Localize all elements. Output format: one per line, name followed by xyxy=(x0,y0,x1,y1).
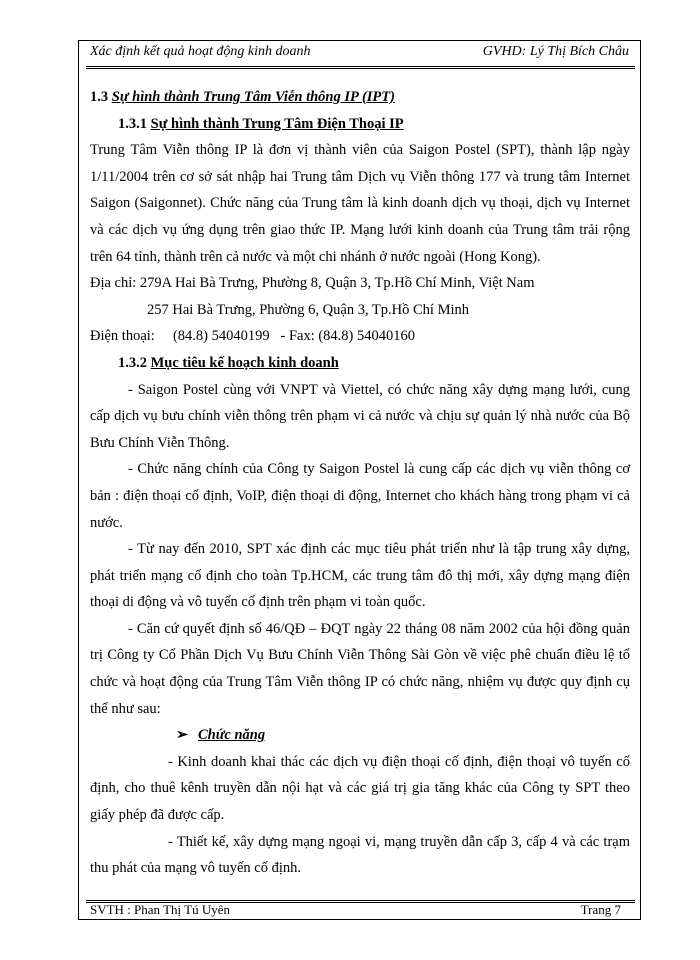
subsection-title-2: Mục tiêu kế hoạch kinh doanh xyxy=(150,354,339,371)
subsection-number-2: 1.3.2 xyxy=(118,354,147,371)
function-heading-title: Chức năng xyxy=(198,727,266,744)
address-line-2: 257 Hai Bà Trưng, Phường 6, Quận 3, Tp.Hồ Chí Minh xyxy=(147,301,470,318)
header-advisor: GVHD: Lý Thị Bích Châu xyxy=(482,44,629,59)
subsection-heading-2 xyxy=(90,350,630,377)
paragraph: - Chức năng chính của Công ty Saigon Postel là cung cấp các dịch vụ viễn thông cơ bản : điện thoại cố định, VoIP, điện thoại di động, Internet cho khách hàng trong phạm vi cả nước. xyxy=(90,461,630,531)
section-title: Sự hình thành Trung Tâm Viễn thông IP (IPT) xyxy=(111,89,395,105)
address-line-1: Địa chỉ: 279A Hai Bà Trưng, Phường 8, Quận 3, Tp.Hồ Chí Minh, Việt Nam xyxy=(90,275,535,292)
header-title: Xác định kết quả hoạt động kinh doanh xyxy=(90,44,311,59)
arrow-bullet-icon: ➢ xyxy=(176,727,189,744)
section-number: 1.3 xyxy=(90,89,109,105)
page-body xyxy=(90,84,630,882)
header-rule xyxy=(86,66,635,69)
function-item: - Kinh doanh khai thác các dịch vụ điện thoại cố định, điện thoại vô tuyến cố định, cho thuê kênh truyền dẫn nội hạt và các giá trị gia tăng khác của Công ty SPT theo giấy phép đã được cấp. xyxy=(90,753,630,824)
footer-student: SVTH : Phan Thị Tú Uyên xyxy=(90,902,230,917)
paragraph: - Saigon Postel cùng với VNPT và Viettel, có chức năng xây dựng mạng lưới, cung cấp dịch vụ bưu chính viễn thông trên phạm vi cả nước và chịu sự quản lý nhà nước của Bộ Bưu Chính Viễn Thông. xyxy=(90,381,630,451)
paragraph: - Căn cứ quyết định số 46/QĐ – ĐQT ngày 22 tháng 08 năm 2002 của hội đồng quản trị Công ty Cổ Phần Dịch Vụ Bưu Chính Viễn Thông Sài Gòn về việc phê chuẩn điều lệ tổ chức và hoạt động của Trung Tâm Viễn thông IP có chức năng, nhiệm vụ được quy định cụ thể như sau: xyxy=(90,620,630,717)
function-heading xyxy=(90,722,630,749)
page-header xyxy=(90,44,635,64)
subsection-heading-1 xyxy=(90,111,630,138)
function-item: - Thiết kế, xây dựng mạng ngoại vi, mạng truyền dẫn cấp 3, cấp 4 và các trạm thu phát của mạng vô tuyến cố định. xyxy=(90,833,630,877)
intro-paragraph: Trung Tâm Viễn thông IP là đơn vị thành viên của Saigon Postel (SPT), thành lập ngày 1/11/2004 trên cơ sở sát nhập hai Trung tâm Dịch vụ Viễn thông 177 và trung tâm Internet Saigon (Saigonnet). Chức năng của Trung tâm là kinh doanh dịch vụ thoại, dịch vụ Internet và các dịch vụ ứng dụng trên giao thức IP. Mạng lưới kinh doanh của Trung tâm trải rộng trên 64 tỉnh, thành trên cả nước và một chi nhánh ở nước ngoài (Hong Kong). xyxy=(90,142,630,265)
subsection-title-1: Sự hình thành Trung Tâm Điện Thoại IP xyxy=(150,115,404,132)
page-footer xyxy=(90,902,635,920)
paragraph: - Từ nay đến 2010, SPT xác định các mục tiêu phát triển như là tập trung xây dựng, phát triển mạng cố định cho toàn Tp.HCM, các trung tâm đô thị mới, xây dựng mạng điện thoại di động và vô tuyến cố định trên phạm vi toàn quốc. xyxy=(90,541,630,611)
page-number: Trang 7 xyxy=(580,902,621,917)
section-heading xyxy=(90,84,630,111)
subsection-number-1: 1.3.1 xyxy=(118,115,147,132)
phone-fax-line: Điện thoại: (84.8) 54040199 - Fax: (84.8) 54040160 xyxy=(90,328,416,345)
